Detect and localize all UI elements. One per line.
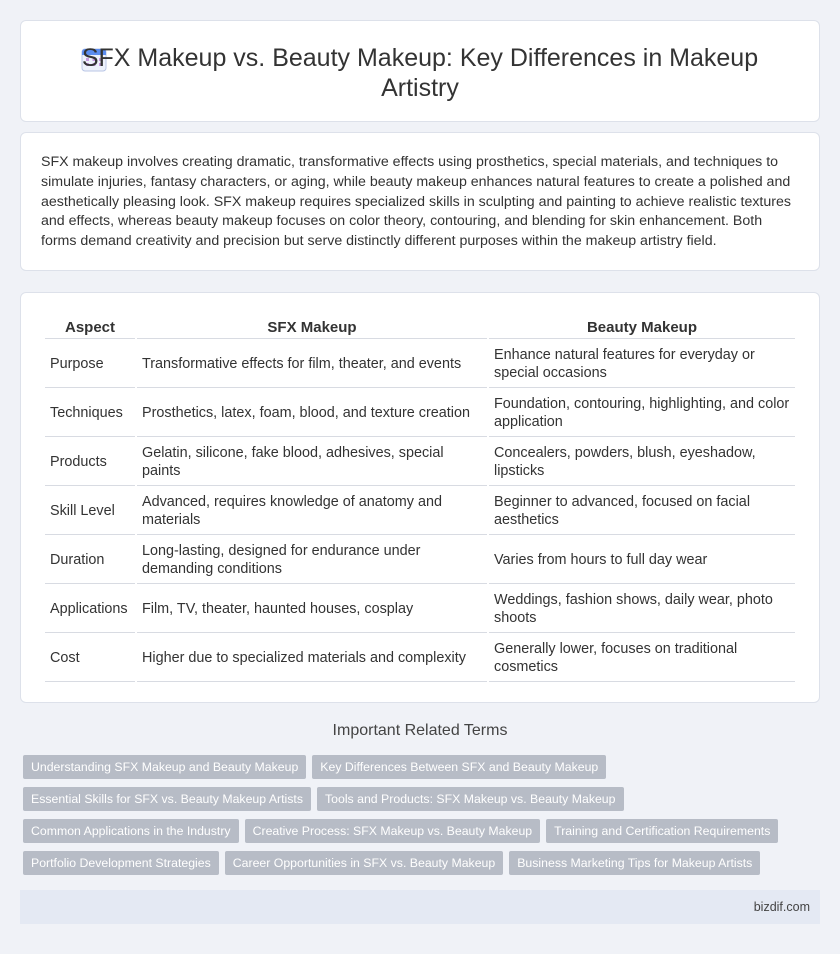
cell-sfx: Advanced, requires knowledge of anatomy and materials xyxy=(137,488,487,535)
cell-aspect: Applications xyxy=(45,586,135,633)
page-title: SFX Makeup vs. Beauty Makeup: Key Differences in Makeup Artistry xyxy=(81,44,759,102)
related-terms-list xyxy=(23,755,823,883)
header-sfx: SFX Makeup xyxy=(137,315,487,339)
related-term-tag[interactable]: Essential Skills for SFX vs. Beauty Makeup Artists xyxy=(23,787,311,811)
table-row xyxy=(45,488,795,535)
cell-aspect: Techniques xyxy=(45,390,135,437)
related-term-tag[interactable]: Career Opportunities in SFX vs. Beauty Makeup xyxy=(225,851,503,875)
table-header-row xyxy=(45,315,795,339)
header-beauty: Beauty Makeup xyxy=(489,315,795,339)
table-row xyxy=(45,586,795,633)
cell-beauty: Beginner to advanced, focused on facial aesthetics xyxy=(489,488,795,535)
table-row xyxy=(45,537,795,584)
tag-row xyxy=(23,851,823,875)
cell-beauty: Generally lower, focuses on traditional cosmetics xyxy=(489,635,795,682)
cell-sfx: Higher due to specialized materials and complexity xyxy=(137,635,487,682)
cell-sfx: Gelatin, silicone, fake blood, adhesives, special paints xyxy=(137,439,487,486)
related-term-tag[interactable]: Common Applications in the Industry xyxy=(23,819,239,843)
cell-sfx: Prosthetics, latex, foam, blood, and texture creation xyxy=(137,390,487,437)
cell-aspect: Purpose xyxy=(45,341,135,388)
table-row xyxy=(45,390,795,437)
table-row xyxy=(45,439,795,486)
intro-paragraph: SFX makeup involves creating dramatic, transformative effects using prosthetics, special materials, and techniques to simulate injuries, fantasy characters, or aging, while beauty makeup enhances natural features to create a polished and aesthetically pleasing look. SFX makeup requires specialized skills in sculpting and painting to achieve realistic textures and effects, whereas beauty makeup focuses on color theory, contouring, and blending for skin enhancement. Both forms demand creativity and precision but serve distinctly different purposes within the makeup artistry field. xyxy=(41,154,791,250)
related-term-tag[interactable]: Understanding SFX Makeup and Beauty Makeup xyxy=(23,755,306,779)
footer xyxy=(20,890,820,924)
tag-row xyxy=(23,819,823,843)
related-terms-title: Important Related Terms xyxy=(332,722,508,739)
header-aspect: Aspect xyxy=(45,315,135,339)
cell-sfx: Long-lasting, designed for endurance under demanding conditions xyxy=(137,537,487,584)
cell-beauty: Foundation, contouring, highlighting, and color application xyxy=(489,390,795,437)
footer-brand[interactable]: bizdif.com xyxy=(753,900,810,914)
related-term-tag[interactable]: Tools and Products: SFX Makeup vs. Beauty Makeup xyxy=(317,787,624,811)
comparison-card xyxy=(20,292,820,703)
cell-aspect: Products xyxy=(45,439,135,486)
tag-row xyxy=(23,787,823,811)
cell-aspect: Duration xyxy=(45,537,135,584)
cell-beauty: Weddings, fashion shows, daily wear, photo shoots xyxy=(489,586,795,633)
cell-sfx: Transformative effects for film, theater, and events xyxy=(137,341,487,388)
intro-card xyxy=(20,132,820,271)
cell-aspect: Cost xyxy=(45,635,135,682)
title-card xyxy=(20,20,820,122)
cell-beauty: Enhance natural features for everyday or special occasions xyxy=(489,341,795,388)
related-term-tag[interactable]: Creative Process: SFX Makeup vs. Beauty Makeup xyxy=(245,819,541,843)
related-term-tag[interactable]: Portfolio Development Strategies xyxy=(23,851,219,875)
related-term-tag[interactable]: Business Marketing Tips for Makeup Artists xyxy=(509,851,760,875)
tag-row xyxy=(23,755,823,779)
cell-beauty: Varies from hours to full day wear xyxy=(489,537,795,584)
related-term-tag[interactable]: Key Differences Between SFX and Beauty Makeup xyxy=(312,755,606,779)
comparison-table xyxy=(43,313,797,684)
cell-beauty: Concealers, powders, blush, eyeshadow, lipsticks xyxy=(489,439,795,486)
cell-aspect: Skill Level xyxy=(45,488,135,535)
related-term-tag[interactable]: Training and Certification Requirements xyxy=(546,819,778,843)
cell-sfx: Film, TV, theater, haunted houses, cosplay xyxy=(137,586,487,633)
table-row xyxy=(45,635,795,682)
table-row xyxy=(45,341,795,388)
